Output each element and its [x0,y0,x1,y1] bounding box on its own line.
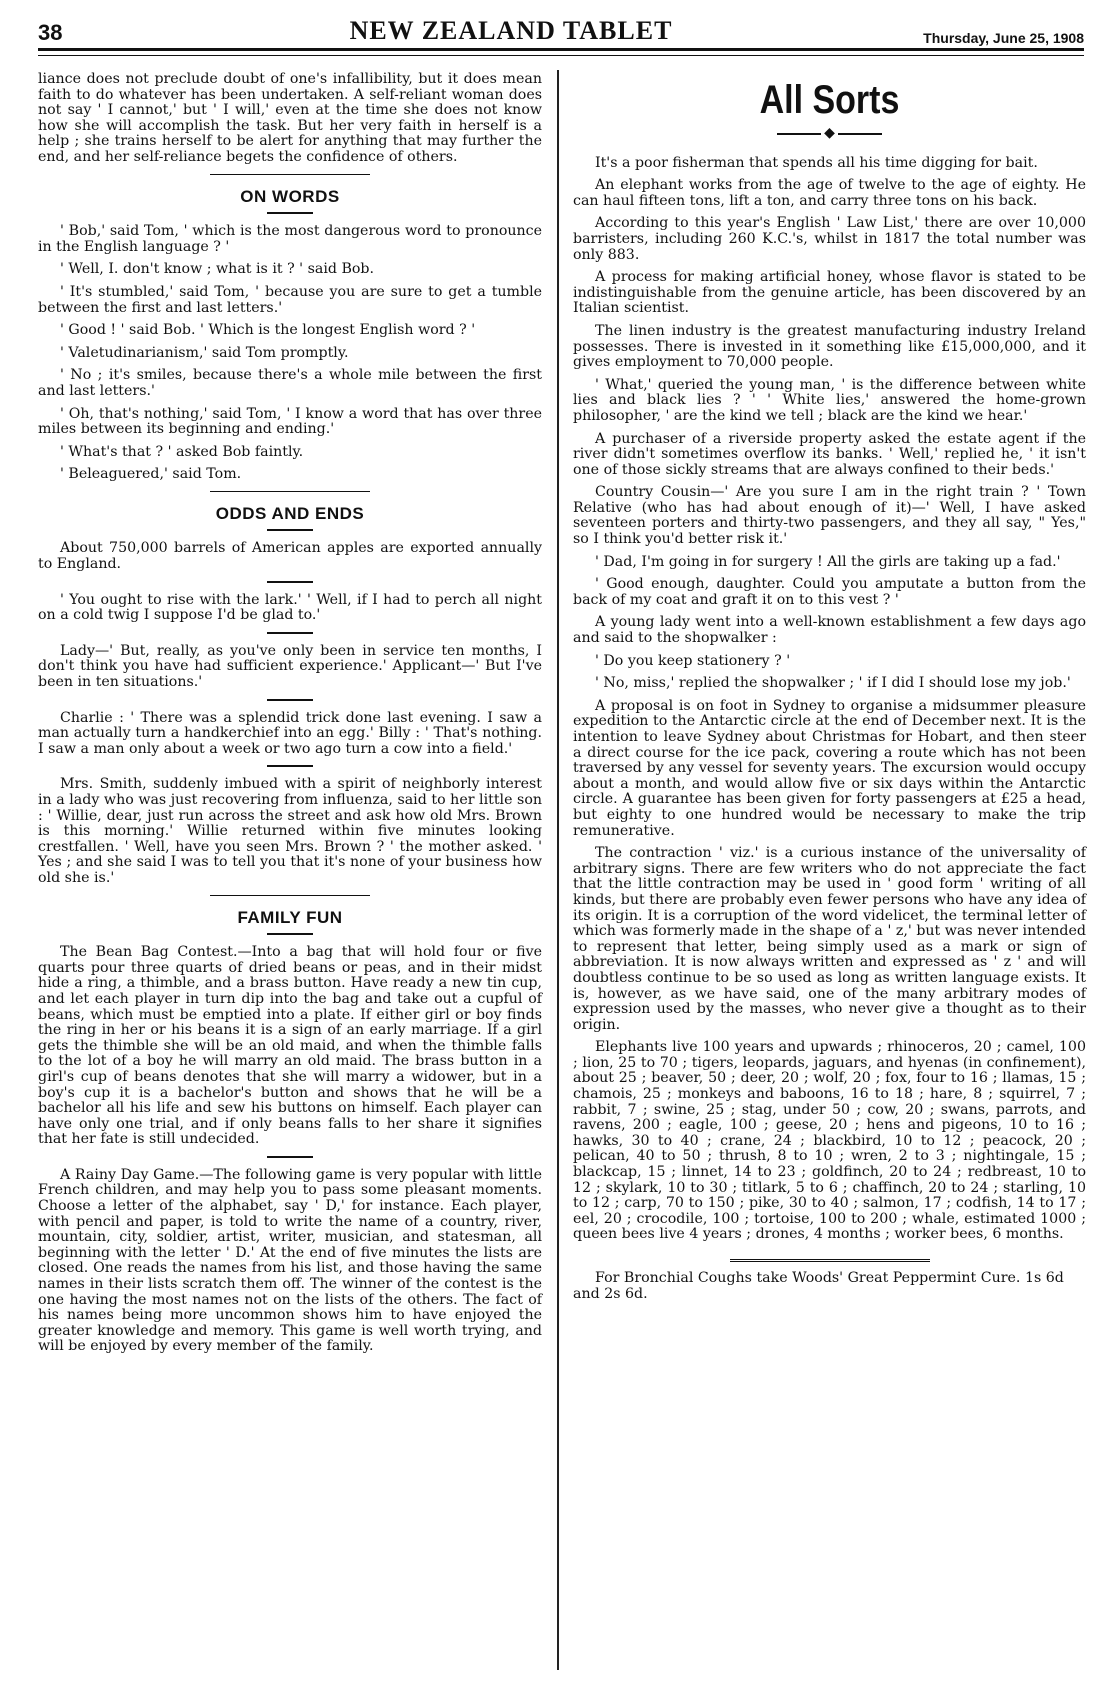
on-words-paragraph: ' It's stumbled,' said Tom, ' because you are sure to get a tumble between the first and last letters.' [38,283,542,316]
heading-rule [267,212,313,214]
masthead [38,14,1084,64]
all-sorts-paragraph: A young lady went into a well-known establishment a few days ago and said to the shopwalker : [573,614,1086,647]
all-sorts-paragraph: It's a poor fisherman that spends all his time digging for bait. [595,154,1038,171]
all-sorts-paragraph: An elephant works from the age of twelve to the age of eighty. He can haul fifteen tons, lift a ton, and carry three tons on his back. [573,177,1086,209]
issue-date: Thursday, June 25, 1908 [923,30,1084,46]
on-words-paragraph: ' Bob,' said Tom, ' which is the most dangerous word to pronounce in the English language ? ' [38,223,542,255]
peppermint-cure-advert: For Bronchial Coughs take Woods' Great Peppermint Cure. 1s 6d and 2s 6d. [573,1270,1064,1302]
on-words-paragraph: ' Oh, that's nothing,' said Tom, ' I know a word that has over three miles between its beginning and ending.' [38,405,542,438]
all-sorts-paragraph: The contraction ' viz.' is a curious instance of the universality of arbitrary signs. There are few writers who do not appreciate the fact that the little contraction may be used in ' good form ' writing of all kinds, but there are probably even fewer persons who have any idea of its origin. It is a corruption of the word videlicet, the terminal letter of which was formerly made in the shape of a ' z,' but was never intended to represent that letter, being simply used as a mark or sign of abbreviation. It is now always written and expressed as ' z ' and will doubtless continue to be so used as long as written language exists. It is, however, as we have said, one of the many arbitrary modes of expression used by the masses, who never give a thought as to their origin. [573,845,1086,1033]
section-rule [210,895,370,896]
all-sorts-paragraph: Elephants live 100 years and upwards ; rhinoceros, 20 ; camel, 100 ; lion, 25 to 70 ; tigers, leopards, jaguars, and hyenas (in confinement), about 25 ; beaver, 50 ; deer, 20 ; wolf, 20 ; fox, four to 16 ; llamas, 15 ; chamois, 25 ; monkeys and baboons, 16 to 18 ; hare, 8 ; squirrel, 7 ; rabbit, 7 ; swine, 25 ; stag, under 50 ; cow, 20 ; swans, parrots, and ravens, 200 ; eagle, 100 ; geese, 20 ; hens and pigeons, 10 to 16 ; hawks, 30 to 40 ; crane, 24 ; blackbird, 10 to 12 ; peacock, 20 ; pelican, 40 to 50 ; thrush, 8 to 10 ; wren, 2 to 3 ; nightingale, 15 ; blackcap, 15 ; linnet, 14 to 23 ; goldfinch, 20 to 24 ; redbreast, 10 to 12 ; skylark, 10 to 30 ; titlark, 5 to 6 ; chaffinch, 20 to 24 ; starling, 10 to 12 ; carp, 70 to 150 ; pike, 30 to 40 ; salmon, 17 ; codfish, 14 to 17 ; eel, 20 ; crocodile, 100 ; tortoise, 100 to 200 ; whale, estimated 1000 ; queen bees live 4 years ; drones, 4 months ; worker bees, 6 months. [573,1039,1086,1243]
on-words-paragraph: ' Well, I. don't know ; what is it ? ' said Bob. [60,261,375,278]
on-words-paragraph: ' Good ! ' said Bob. ' Which is the longest English word ? ' [60,322,476,339]
heading-rule [267,933,313,935]
item-rule [267,632,313,634]
item-rule [267,581,313,583]
all-sorts-paragraph: The linen industry is the greatest manufacturing industry Ireland possesses. There is invested in it something like £15,000,000, and it gives employment to 70,000 people. [573,322,1086,371]
all-sorts-paragraph: ' No, miss,' replied the shopwalker ; ' if I did I should lose my job.' [595,675,1071,692]
on-words-heading: ON WORDS [240,186,340,206]
all-sorts-paragraph: ' Good enough, daughter. Could you amputate a button from the back of my coat and graft it on to this vest ? ' [573,576,1086,608]
left-column [38,72,542,1362]
on-words-paragraph: ' What's that ? ' asked Bob faintly. [60,443,304,460]
section-rule [210,491,370,492]
newspaper-title: NEW ZEALAND TABLET [349,16,673,45]
diamond-icon: ◆ [824,125,835,141]
odds-paragraph: Mrs. Smith, suddenly imbued with a spirit of neighborly interest in a lady who was just recovering from influenza, said to her little son : ' Willie, dear, just run across the street and ask how old Mrs. Brown is this morning.' Willie returned within five minutes looking crestfallen. ' Well, have you seen Mrs. Brown ? ' the mother asked. ' Yes ; and she said I was to tell you that it's none of your business how old she is.' [38,776,542,886]
all-sorts-paragraph: According to this year's English ' Law List,' there are over 10,000 barristers, including 260 K.C.'s, whilst in 1817 the total number was only 883. [573,215,1086,263]
on-words-paragraph: ' Valetudinarianism,' said Tom promptly. [60,344,349,361]
section-rule [210,174,370,175]
masthead-rule [38,55,1084,56]
right-column [573,72,1086,1302]
odds-paragraph: Lady—' But, really, as you've only been in service ten months, I don't think you have had sufficient experience.' Applicant—' But I've been in ten situations.' [38,642,542,691]
family-fun-paragraph: A Rainy Day Game.—The following game is very popular with little French children, and may help you to pass some pleasant moments. Choose a letter of the alphabet, say ' D,' for instance. Each player, with pencil and paper, is told to write the name of a country, river, mountain, city, soldier, artist, writer, musician, and statesman, all beginning with the letter ' D.' At the end of five minutes the lists are closed. One reads the names from his list, and those having the same names in their lists scratch them off. The winner of the contest is the one having the most names not on the lists of the others. The fact of his names being more uncommon shows him to have enjoyed the greater knowledge and memory. This game is well worth trying, and will be enjoyed by every member of the family. [38,1166,542,1355]
all-sorts-paragraph: ' Do you keep stationery ? ' [595,652,791,669]
item-rule [267,699,313,701]
odds-paragraph: Charlie : ' There was a splendid trick done last evening. I saw a man actually turn a handkerchief into an egg.' Billy : ' That's nothing. I saw a man only about a week or two ago turn a cow into a field.' [38,709,542,757]
all-sorts-paragraph: Country Cousin—' Are you sure I am in the right train ? ' Town Relative (who has had about enough of it)—' Well, I have asked seventeen porters and thirty-two passengers, and they all say, " Yes," so I think you'd better risk it.' [573,484,1086,548]
column-divider [557,70,559,1670]
on-words-paragraph: ' No ; it's smiles, because there's a whole mile between the first and last letters.' [38,367,542,399]
heading-ornament [573,126,1086,142]
all-sorts-paragraph: A purchaser of a riverside property asked the estate agent if the river didn't sometimes overflow its banks. ' Well,' replied he, ' it isn't one of those sickly streams that are always confined to their beds.' [573,430,1086,478]
family-fun-paragraph: The Bean Bag Contest.—Into a bag that will hold four or five quarts pour three quarts of dried beans or peas, and in their midst hide a ring, a thimble, and a brass button. Have ready a new tin cup, and let each player in turn dip into the bag and take out a cupful of beans, which must be emptied into a plate. If either girl or boy finds the ring in her or his beans it is a sign of an early marriage. If a girl gets the thimble she will be an old maid, and when the thimble falls to the lot of a boy he will marry an old maid. The brass button in a girl's cup of beans denotes that she will marry a widower, but in a boy's cup it is a bachelor's button and shows that he will be a bachelor all his life and sew his buttons on himself. Each player can have only one trial, and if only beans falls to her share it signifies that her fate is still undecided. [38,944,542,1148]
all-sorts-paragraph: A proposal is on foot in Sydney to organise a midsummer pleasure expedition to the Antarctic circle at the end of December next. It is the intention to leave Sydney about Christmas for Hobart, and then steer a direct course for the ice pack, covering a route which has not been traversed by any vessel for seventy years. The excursion would occupy about a month, and would allow five or six days within the Antarctic circle. A guarantee has been given for forty passengers at £25 a head, but eighty to one hundred would be necessary to make the trip remunerative. [573,697,1086,839]
heading-rule [267,529,313,531]
on-words-paragraph: ' Beleaguered,' said Tom. [60,466,242,483]
all-sorts-paragraph: ' What,' queried the young man, ' is the difference between white lies and black lies ? ' ' White lies,' answered the home-grown philosopher, ' are the kind we tell ; black are the kind we hear.' [573,376,1086,424]
odds-and-ends-heading: ODDS AND ENDS [215,503,365,523]
odds-paragraph: ' You ought to rise with the lark.' ' Well, if I had to perch all night on a cold twig I suppose I'd be glad to.' [38,591,542,624]
page-number: 38 [38,20,63,45]
item-rule [267,1156,313,1158]
item-rule [267,765,313,767]
advert-rule [730,1259,930,1262]
all-sorts-paragraph: A process for making artificial honey, whose flavor is stated to be indistinguishable from the genuine article, has been discovered by an Italian scientist. [573,269,1086,317]
family-fun-heading: FAMILY FUN [237,907,343,927]
intro-paragraph: liance does not preclude doubt of one's infallibility, but it does mean faith to do whatever has been undertaken. A self-reliant woman does not say ' I cannot,' but ' I will,' even at the time she does not know how she will accomplish the task. But her very faith in herself is a help ; she trains herself to be alert for anything that may further the end, and her self-reliance begets the confidence of others. [38,71,542,165]
all-sorts-paragraph: ' Dad, I'm going in for surgery ! All the girls are taking up a fad.' [595,553,1061,570]
all-sorts-heading: All Sorts [759,78,900,122]
odds-paragraph: About 750,000 barrels of American apples are exported annually to England. [38,540,542,573]
